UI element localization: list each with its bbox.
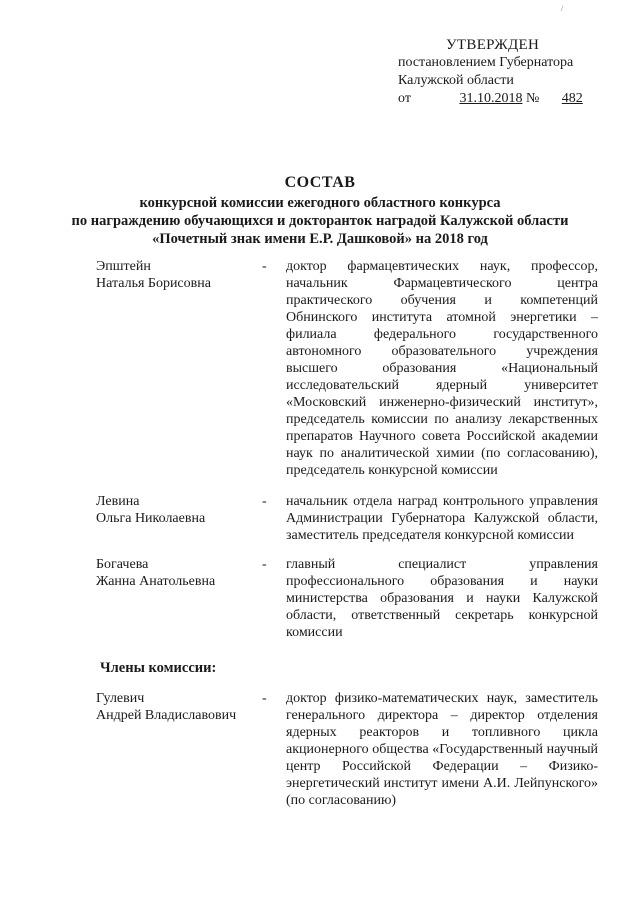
approval-block: [398, 36, 583, 108]
approval-number: 482: [561, 91, 583, 106]
corner-mark: /: [561, 4, 564, 13]
number-label: №: [525, 91, 540, 106]
section-title: Члены комиссии:: [100, 660, 217, 676]
member-given-name: Андрей Владиславович: [96, 708, 237, 723]
member-surname: Эпштейн: [96, 259, 151, 274]
member-dash: -: [262, 557, 267, 572]
member-description: начальник отдела наград контрольного управления Администрации Губернатора Калужской области, заместитель председателя конкурсной комиссии: [286, 494, 598, 543]
member-dash: -: [262, 259, 267, 274]
member-surname: Гулевич: [96, 691, 145, 706]
member-given-name: Жанна Анатольевна: [96, 574, 216, 589]
approval-line-2: Калужской области: [398, 73, 514, 88]
member-description: главный специалист управления профессионального образования и науки министерства образования и науки Калужской области, ответственный секретарь конкурсной комиссии: [286, 557, 598, 640]
title-line-3: по награждению обучающихся и докторанток наградой Калужской области: [71, 213, 569, 229]
title-line-1: СОСТАВ: [284, 174, 356, 191]
approval-heading: УТВЕРЖДЕН: [446, 37, 540, 53]
member-description: доктор физико-математических наук, заместитель генерального директора – директор отделения ядерных реакторов и топливного цикла акционерного общества «Государственный научный центр Российской Федерации – Физико-энергетический институт имени А.И. Лейпунского» (по согласованию): [286, 691, 598, 808]
member-description: доктор фармацевтических наук, профессор, начальник Фармацевтического центра практического обучения и компетенций Обнинского института атомной энергетики – филиала федерального государственного автономного образовательного учреждения высшего образования «Национальный исследовательский ядерный университет «Московский инженерно-физический институт», председатель комиссии по анализу лекарственных препаратов Научного совета Российской академии наук по аналитической химии (по согласованию), председатель конкурсной комиссии: [286, 259, 598, 478]
member-surname: Богачева: [96, 557, 149, 572]
member-dash: -: [262, 494, 267, 509]
approval-line-1: постановлением Губернатора: [398, 55, 574, 70]
member-given-name: Наталья Борисовна: [96, 276, 211, 291]
member-name: [96, 258, 211, 292]
title-line-2: конкурсной комиссии ежегодного областного конкурса: [139, 195, 501, 211]
date-prefix: от: [398, 91, 411, 106]
document-title: [0, 174, 640, 248]
approval-date-line: [398, 90, 583, 108]
member-given-name: Ольга Николаевна: [96, 511, 206, 526]
approval-date: 31.10.2018: [459, 91, 523, 106]
member-name: [96, 690, 236, 724]
member-name: [96, 493, 205, 527]
member-surname: Левина: [96, 494, 140, 509]
title-line-4: «Почетный знак имени Е.Р. Дашковой» на 2018 год: [152, 231, 488, 247]
member-name: [96, 556, 215, 590]
member-dash: -: [262, 691, 267, 706]
